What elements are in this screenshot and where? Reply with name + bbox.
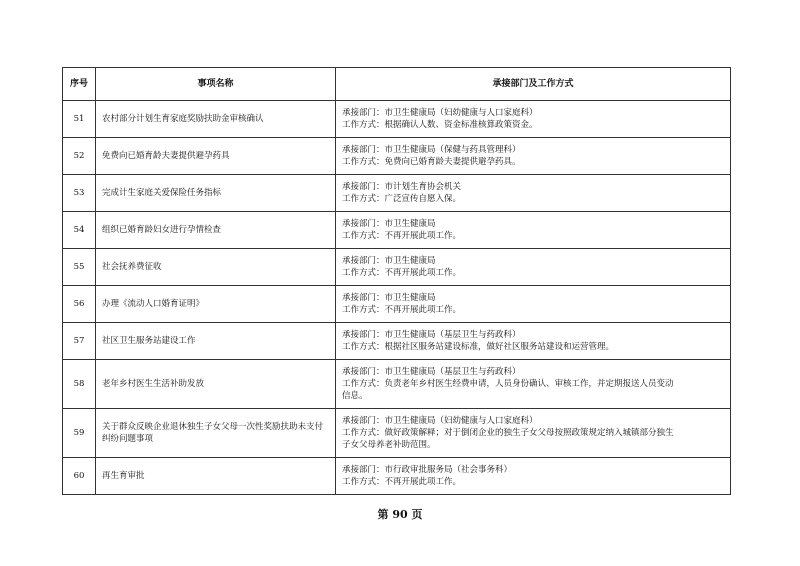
row-department-method xyxy=(336,409,731,458)
row-item-name: 老年乡村医生生活补助发放 xyxy=(96,360,336,409)
row-serial-number: 60 xyxy=(63,458,96,495)
row-department-method xyxy=(336,458,731,495)
header-item-name: 事项名称 xyxy=(96,68,336,101)
row-item-name: 免费向已婚育龄夫妻提供避孕药具 xyxy=(96,138,336,175)
row-serial-number: 55 xyxy=(63,249,96,286)
department-method-line: 承接部门：市卫生健康局（基层卫生与药政科） xyxy=(342,367,521,377)
row-department-method xyxy=(336,212,731,249)
header-serial-number: 序号 xyxy=(63,68,96,101)
department-method-line: 承接部门：市计划生育协会机关 xyxy=(342,182,462,192)
table-header-row xyxy=(63,68,731,101)
department-method-line: 承接部门：市卫生健康局（保健与药具管理科） xyxy=(342,145,521,155)
row-serial-number: 57 xyxy=(63,323,96,360)
department-method-line: 承接部门：市卫生健康局 xyxy=(342,219,436,229)
table-row xyxy=(63,458,731,495)
department-method-line: 工作方式：负责老年乡村医生经费申请，人员身份确认、审核工作，并定期报送人员变动 xyxy=(342,379,674,389)
row-department-method xyxy=(336,249,731,286)
department-method-line: 工作方式：做好政策解释；对于倒闭企业的独生子女父母按照政策规定纳入城镇部分独生 xyxy=(342,428,674,438)
table-row xyxy=(63,249,731,286)
department-method-line: 承接部门：市卫生健康局（妇幼健康与人口家庭科） xyxy=(342,416,538,426)
table-row xyxy=(63,323,731,360)
row-serial-number: 52 xyxy=(63,138,96,175)
row-serial-number: 59 xyxy=(63,409,96,458)
row-item-name: 办理《流动人口婚育证明》 xyxy=(96,286,336,323)
department-method-line: 工作方式：根据确认人数、资金标准核算政策资金。 xyxy=(342,120,538,130)
department-method-line: 工作方式：不再开展此项工作。 xyxy=(342,477,462,487)
department-method-line: 信息。 xyxy=(342,391,368,401)
department-method-line: 工作方式：不再开展此项工作。 xyxy=(342,231,462,241)
row-department-method xyxy=(336,138,731,175)
table-row xyxy=(63,101,731,138)
row-serial-number: 58 xyxy=(63,360,96,409)
row-department-method xyxy=(336,286,731,323)
department-method-line: 工作方式：不再开展此项工作。 xyxy=(342,268,462,278)
department-method-line: 承接部门：市行政审批服务局（社会事务科） xyxy=(342,465,513,475)
department-method-line: 工作方式：免费向已婚育龄夫妻提供避孕药具。 xyxy=(342,157,521,167)
row-department-method xyxy=(336,101,731,138)
row-serial-number: 54 xyxy=(63,212,96,249)
department-method-line: 工作方式：不再开展此项工作。 xyxy=(342,305,462,315)
row-serial-number: 51 xyxy=(63,101,96,138)
row-serial-number: 53 xyxy=(63,175,96,212)
row-item-name: 关于群众反映企业退休独生子女父母一次性奖励扶助未支付纠纷问题事项 xyxy=(96,409,336,458)
department-method-line: 子女父母养老补助范围。 xyxy=(342,440,436,450)
table-row xyxy=(63,175,731,212)
row-item-name: 再生育审批 xyxy=(96,458,336,495)
row-item-name: 完成计生家庭关爱保险任务指标 xyxy=(96,175,336,212)
department-method-line: 承接部门：市卫生健康局 xyxy=(342,293,436,303)
row-department-method xyxy=(336,175,731,212)
row-serial-number: 56 xyxy=(63,286,96,323)
department-method-line: 承接部门：市卫生健康局（妇幼健康与人口家庭科） xyxy=(342,108,538,118)
matters-table xyxy=(62,67,731,495)
row-department-method xyxy=(336,360,731,409)
row-item-name: 组织已婚育龄妇女进行孕情检查 xyxy=(96,212,336,249)
table-row xyxy=(63,409,731,458)
table-row xyxy=(63,360,731,409)
department-method-line: 承接部门：市卫生健康局 xyxy=(342,256,436,266)
table-row xyxy=(63,286,731,323)
row-item-name: 社区卫生服务站建设工作 xyxy=(96,323,336,360)
header-department-method: 承接部门及工作方式 xyxy=(336,68,731,101)
table-row xyxy=(63,212,731,249)
row-department-method xyxy=(336,323,731,360)
department-method-line: 承接部门：市卫生健康局（基层卫生与药政科） xyxy=(342,330,521,340)
table-body xyxy=(63,101,731,495)
table-row xyxy=(63,138,731,175)
page-number: 第 90 页 xyxy=(377,508,423,521)
row-item-name: 社会抚养费征收 xyxy=(96,249,336,286)
department-method-line: 工作方式：广泛宣传自愿入保。 xyxy=(342,194,462,204)
row-item-name: 农村部分计划生育家庭奖励扶助金审核确认 xyxy=(96,101,336,138)
department-method-line: 工作方式：根据社区服务站建设标准，做好社区服务站建设和运营管理。 xyxy=(342,342,615,352)
